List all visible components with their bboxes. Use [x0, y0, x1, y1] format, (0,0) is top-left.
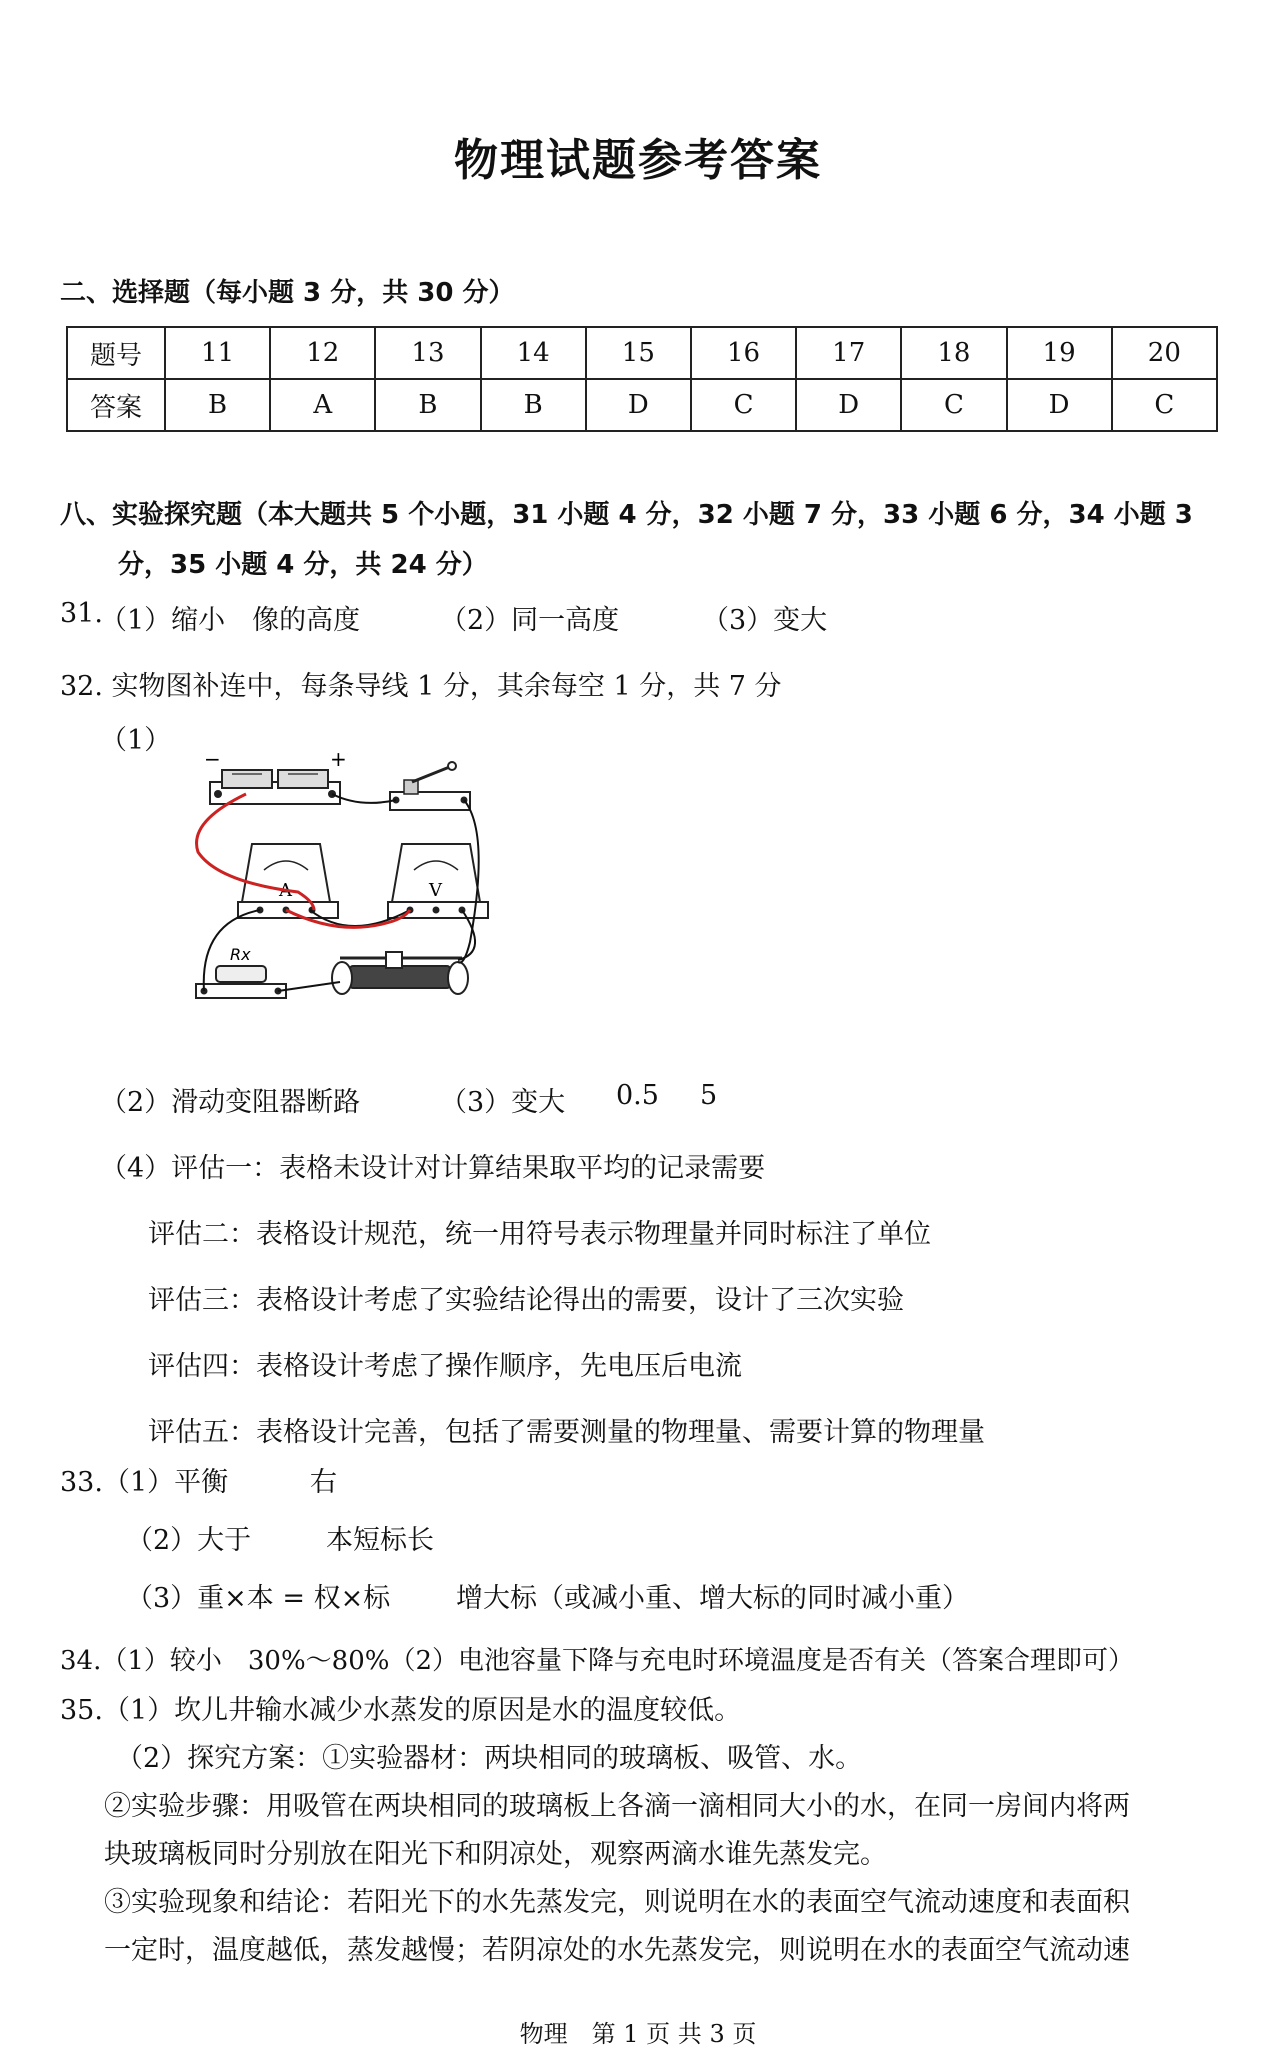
q32-intro: 32. 实物图补连中，每条导线 1 分，其余每空 1 分，共 7 分	[60, 671, 782, 702]
q31-part3: （3）变大	[702, 605, 828, 636]
q32-eval1: （4）评估一：表格未设计对计算结果取平均的记录需要	[100, 1153, 766, 1184]
table-cell: B	[165, 379, 270, 431]
q32-part1: （1）	[100, 725, 172, 756]
resistor-label: Rx	[230, 945, 251, 964]
q33-line2b: 本短标长	[326, 1525, 434, 1556]
circuit-diagram	[190, 752, 630, 1022]
q35-line4: 块玻璃板同时分别放在阳光下和阴凉处，观察两滴水谁先蒸发完。	[104, 1839, 887, 1870]
rheostat-icon	[332, 952, 468, 994]
q33-line1b: 右	[310, 1467, 337, 1498]
table-row-numbers	[67, 327, 1217, 379]
table-cell: 16	[691, 327, 796, 379]
q31-part2: （2）同一高度	[440, 605, 620, 636]
q33-line3b: 增大标（或减小重、增大标的同时减小重）	[456, 1583, 969, 1614]
table-cell: 15	[586, 327, 691, 379]
table-cell: D	[1007, 379, 1112, 431]
q32-part2a: （2）滑动变阻器断路	[100, 1087, 361, 1118]
q32-part2b: （3）变大	[440, 1087, 566, 1118]
q31-number: 31.	[60, 598, 103, 629]
q31-part1: （1）缩小 像的高度	[100, 605, 361, 636]
q32-part2c: 0.5	[616, 1080, 659, 1111]
table-row-answers	[67, 379, 1217, 431]
q32-eval5: 评估五：表格设计完善，包括了需要测量的物理量、需要计算的物理量	[148, 1417, 985, 1448]
q35-line2: （2）探究方案：①实验器材：两块相同的玻璃板、吸管、水。	[116, 1743, 863, 1774]
table-cell: 17	[796, 327, 901, 379]
q32-eval2: 评估二：表格设计规范，统一用符号表示物理量并同时标注了单位	[148, 1219, 931, 1250]
table-cell: 11	[165, 327, 270, 379]
q33-line2a: （2）大于	[126, 1525, 252, 1556]
switch-icon	[390, 762, 470, 810]
wire	[278, 982, 340, 991]
table-cell: 18	[901, 327, 1006, 379]
table-cell: B	[481, 379, 586, 431]
table-cell: C	[691, 379, 796, 431]
q35-line3: ②实验步骤：用吸管在两块相同的玻璃板上各滴一滴相同大小的水，在同一房间内将两	[104, 1791, 1130, 1822]
q35-line1: 35.（1）坎儿井输水减少水蒸发的原因是水的温度较低。	[60, 1695, 742, 1726]
table-cell: D	[586, 379, 691, 431]
q32-eval4: 评估四：表格设计考虑了操作顺序，先电压后电流	[148, 1351, 742, 1382]
q32-part2d: 5	[700, 1080, 718, 1111]
table-cell: D	[796, 379, 901, 431]
table-cell: C	[901, 379, 1006, 431]
resistor-icon	[196, 966, 286, 998]
wire	[332, 794, 396, 803]
ammeter-label: A	[279, 880, 292, 901]
table-cell: 12	[270, 327, 375, 379]
table-cell: 20	[1112, 327, 1217, 379]
battery-icon	[210, 770, 340, 804]
table-cell: 13	[375, 327, 480, 379]
q35-line6: 一定时，温度越低，蒸发越慢；若阴凉处的水先蒸发完，则说明在水的表面空气流动速	[104, 1935, 1130, 1966]
page-title: 物理试题参考答案	[454, 135, 822, 186]
q34-text: 34.（1）较小 30%～80%（2）电池容量下降与充电时环境温度是否有关（答案合理即可）	[60, 1646, 1135, 1676]
row-label-number: 题号	[67, 327, 165, 379]
q33-line3a: （3）重×本 = 权×标	[126, 1583, 391, 1614]
table-cell: 19	[1007, 327, 1112, 379]
table-cell: 14	[481, 327, 586, 379]
section8-heading-line1: 八、实验探究题（本大题共 5 个小题，31 小题 4 分，32 小题 7 分，33 小题 6 分，34 小题 3	[60, 500, 1193, 530]
q32-eval3: 评估三：表格设计考虑了实验结论得出的需要，设计了三次实验	[148, 1285, 904, 1316]
section8-heading-line2: 分，35 小题 4 分，共 24 分）	[118, 550, 488, 580]
row-label-answer: 答案	[67, 379, 165, 431]
voltmeter-label: V	[429, 880, 442, 901]
table-cell: B	[375, 379, 480, 431]
battery-plus-label: +	[330, 752, 347, 771]
table-cell: A	[270, 379, 375, 431]
answer-table	[66, 326, 1218, 432]
q33-line1a: 33.（1）平衡	[60, 1467, 229, 1498]
q35-line5: ③实验现象和结论：若阳光下的水先蒸发完，则说明在水的表面空气流动速度和表面积	[104, 1887, 1130, 1918]
page-footer: 物理 第 1 页 共 3 页	[519, 2020, 757, 2048]
table-cell: C	[1112, 379, 1217, 431]
section2-heading: 二、选择题（每小题 3 分，共 30 分）	[60, 278, 515, 308]
battery-minus-label: −	[204, 752, 221, 771]
